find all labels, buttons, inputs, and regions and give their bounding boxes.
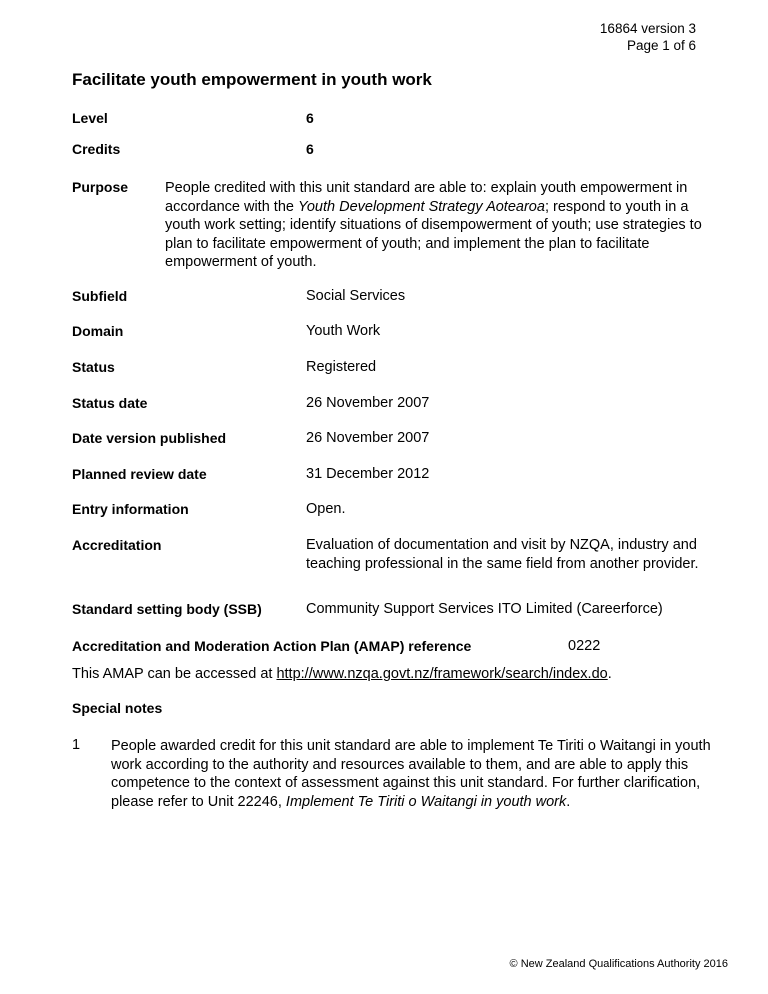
status-date-label: Status date [72,395,148,411]
purpose-text-part: People credited with this unit standard are able to: explain youth empowerment in accordance with the [165,180,688,215]
ssb-label: Standard setting body (SSB) [72,601,262,617]
strategy-title: Youth Development Strategy Aotearoa [298,198,545,215]
special-notes-heading: Special notes [72,700,163,716]
accreditation-label: Accreditation [72,537,162,553]
review-date-label: Planned review date [72,466,207,482]
purpose-text [165,179,705,272]
amap-reference: 0222 [568,638,601,654]
status-date-value: 26 November 2007 [306,395,430,411]
entry-info-label: Entry information [72,501,189,517]
note-text-part: People awarded credit for this unit standard are able to implement Te Tiriti o Waitangi in youth work according to the authority and resources available to them, and are able to apply this competence to the context of assessment against this unit standard. For further clarification, please refer to Unit 22246, [111,738,711,810]
amap-label: Accreditation and Moderation Action Plan (AMAP) reference [72,638,472,654]
note-number: 1 [72,737,81,753]
domain-label: Domain [72,323,124,339]
amap-access-prefix: This AMAP can be accessed at [72,666,277,682]
credits-label: Credits [72,141,121,157]
purpose-text-part: ; respond to youth in a youth work setting; identify situations of disempowerment of youth; use strategies to plan to facilitate empowerment of youth; and implement the plan to facilitate empowerment of youth. [165,198,702,270]
subfield-value: Social Services [306,288,406,304]
status-value: Registered [306,359,377,375]
accreditation-value: Evaluation of documentation and visit by NZQA, industry and teaching professional in the same field from another provider. [306,537,699,572]
date-published-value: 26 November 2007 [306,430,430,446]
page-number: Page 1 of 6 [626,38,696,53]
unit-title-reference: Implement Te Tiriti o Waitangi in youth work [285,793,567,810]
ssb-value: Community Support Services ITO Limited (Careerforce) [306,601,663,617]
unit-version: 16864 version 3 [599,21,696,36]
page-title: Facilitate youth empowerment in youth work [72,70,432,89]
note-text-part: . [566,793,571,810]
credits-value: 6 [306,141,314,157]
amap-access-text [72,666,612,682]
domain-value: Youth Work [306,323,381,339]
level-value: 6 [306,110,314,126]
review-date-value: 31 December 2012 [306,466,430,482]
copyright-footer: © New Zealand Qualifications Authority 2016 [509,958,728,970]
amap-link[interactable]: http://www.nzqa.govt.nz/framework/search/index.do [276,666,608,682]
level-label: Level [72,110,108,126]
amap-access-suffix: . [607,666,612,682]
subfield-label: Subfield [72,288,128,304]
note-text [111,737,721,811]
status-label: Status [72,359,115,375]
purpose-label: Purpose [72,179,129,195]
date-published-label: Date version published [72,430,227,446]
entry-info-value: Open. [306,501,346,517]
document-header [600,20,696,54]
